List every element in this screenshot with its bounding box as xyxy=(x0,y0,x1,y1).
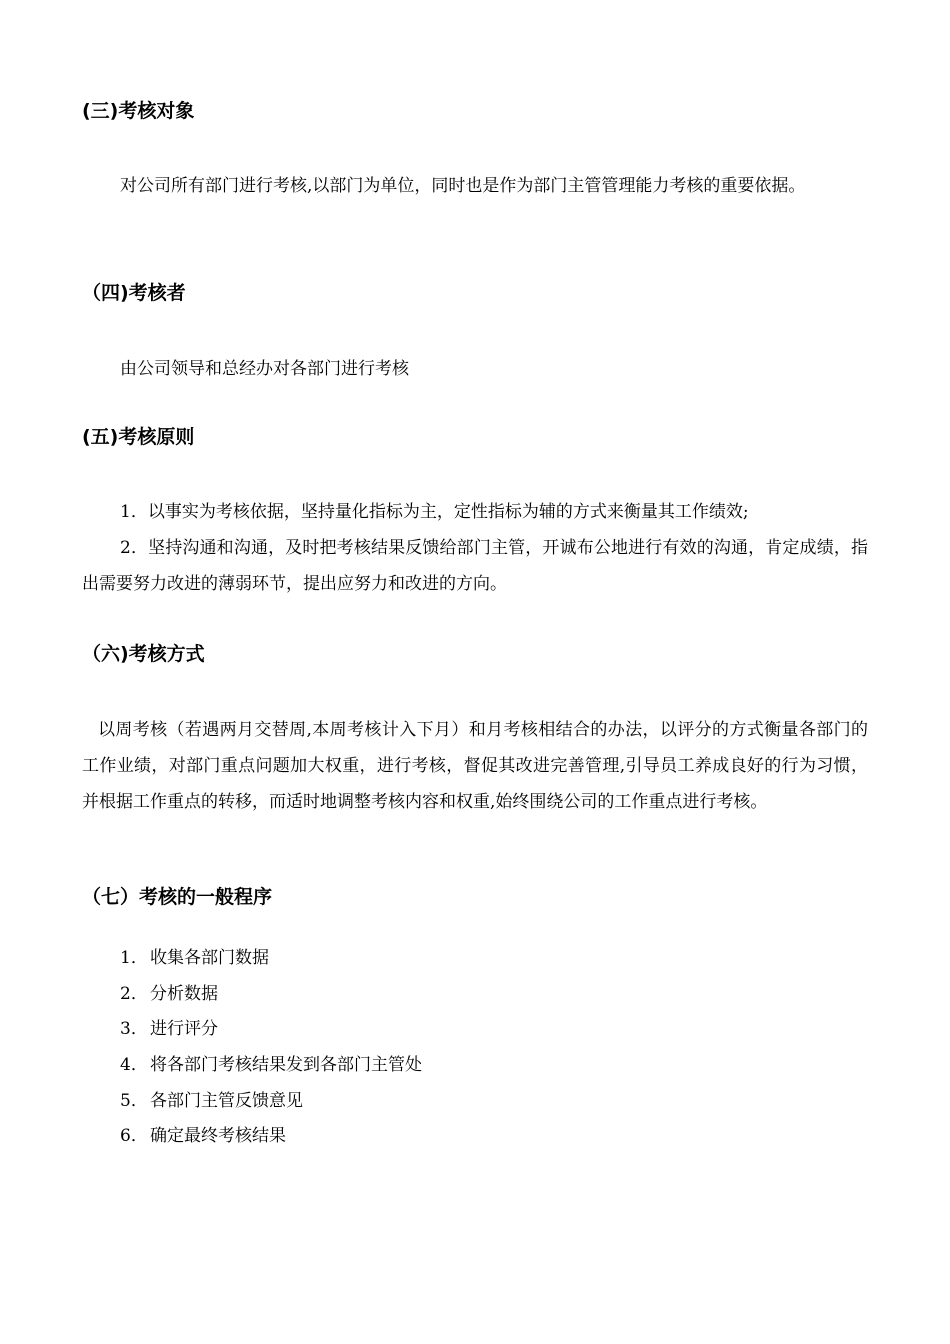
list-item-number: 4． xyxy=(120,1055,148,1075)
list-item xyxy=(120,1053,422,1077)
list-item xyxy=(120,1017,218,1041)
list-item-text: 各部门主管反馈意见 xyxy=(150,1091,303,1111)
list-item-text: 分析数据 xyxy=(150,984,218,1004)
list-item xyxy=(120,982,218,1006)
section-heading-methods: （六)考核方式 xyxy=(82,643,205,665)
section-heading-procedure: （七）考核的一般程序 xyxy=(82,886,273,908)
principle-item-1: 1．以事实为考核依据，坚持量化指标为主，定性指标为辅的方式来衡量其工作绩效; xyxy=(120,502,749,522)
list-item-number: 1． xyxy=(120,948,148,968)
list-item-number: 5． xyxy=(120,1091,148,1111)
section-body-methods: 以周考核（若遇两月交替周,本周考核计入下月）和月考核相结合的办法，以评分的方式衡量各部门的工作业绩，对部门重点问题加大权重，进行考核，督促其改进完善管理,引导员工养成良好的行为习惯，并根据工作重点的转移，而适时地调整考核内容和权重,始终围绕公司的工作重点进行考核。 xyxy=(82,720,868,812)
list-item-text: 确定最终考核结果 xyxy=(150,1126,286,1146)
list-item-text: 将各部门考核结果发到各部门主管处 xyxy=(150,1055,422,1075)
list-item xyxy=(120,1089,303,1113)
section-heading-assessment-objects: (三)考核对象 xyxy=(82,100,195,122)
list-item-text: 进行评分 xyxy=(150,1019,218,1039)
list-item-number: 2． xyxy=(120,984,148,1004)
list-item-number: 6． xyxy=(120,1126,148,1146)
list-item xyxy=(120,946,269,970)
section-heading-principles: (五)考核原则 xyxy=(82,426,195,448)
section-heading-assessors: （四)考核者 xyxy=(82,282,186,304)
section-body-assessors: 由公司领导和总经办对各部门进行考核 xyxy=(120,359,409,379)
principle-item-2: 2．坚持沟通和沟通，及时把考核结果反馈给部门主管，开诚布公地进行有效的沟通，肯定成绩，指出需要努力改进的薄弱环节，提出应努力和改进的方向。 xyxy=(82,538,868,594)
section-body-assessment-objects: 对公司所有部门进行考核,以部门为单位，同时也是作为部门主管管理能力考核的重要依据。 xyxy=(120,176,806,196)
list-item xyxy=(120,1124,286,1148)
list-item-number: 3． xyxy=(120,1019,148,1039)
list-item-text: 收集各部门数据 xyxy=(150,948,269,968)
